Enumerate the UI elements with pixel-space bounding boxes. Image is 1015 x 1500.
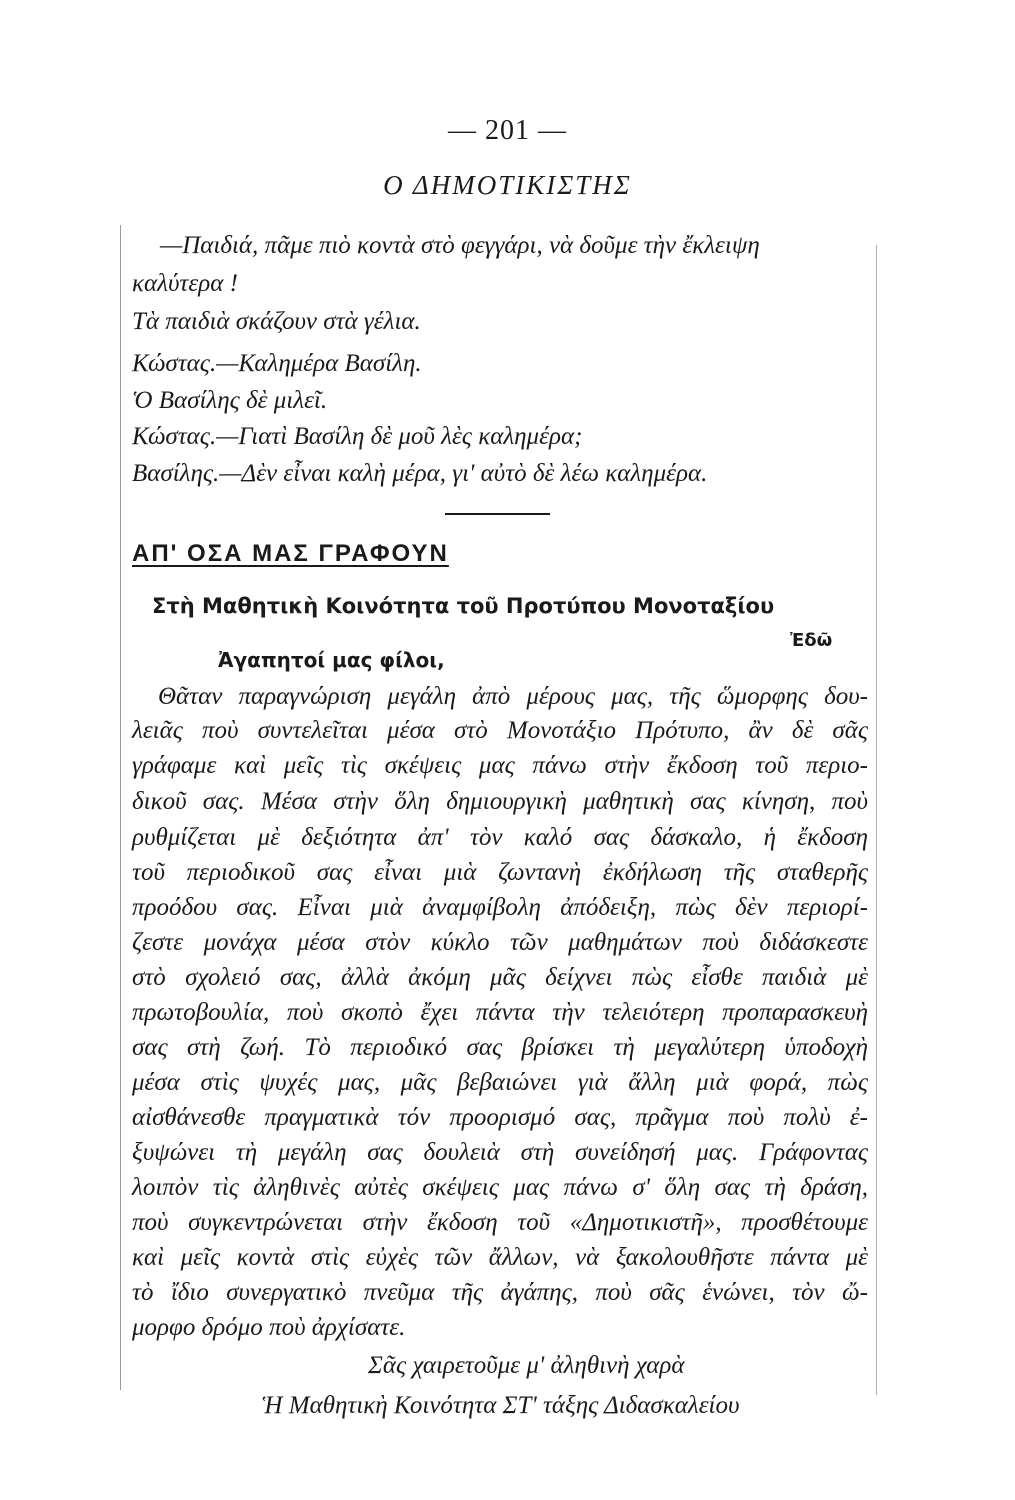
section-divider bbox=[445, 513, 550, 515]
letter-line: μορφο δρόμο ποὺ ἀρχίσατε. bbox=[132, 1314, 406, 1341]
letter-line: τὸ ἴδιο συνεργατικὸ πνεῦμα τῆς ἀγάπης, ποὺ σᾶς ἑνώνει, τὸν ὤ- bbox=[132, 1279, 868, 1306]
letter-place: Ἐδῶ bbox=[790, 630, 833, 651]
letter-line: ρυθμίζεται μὲ δεξιότητα ἀπ' τὸν καλό σας δάσκαλο, ἡ ἔκδοση bbox=[132, 824, 868, 851]
letter-signature: Ἡ Μαθητικὴ Κοινότητα ΣΤ' τάξης Διδασκαλείου bbox=[262, 1392, 740, 1419]
dialogue-line: —Παιδιά, πᾶμε πιὸ κοντὰ στὸ φεγγάρι, νὰ δοῦμε τὴν ἔκλειψη bbox=[160, 232, 760, 259]
dialogue-line: Βασίλης.—Δὲν εἶναι καλὴ μέρα, γι' αὐτὸ δὲ λέω καλημέρα. bbox=[132, 460, 708, 487]
dialogue-line: Κώστας.—Γιατὶ Βασίλη δὲ μοῦ λὲς καλημέρα; bbox=[132, 423, 583, 450]
letter-line: ζεστε μονάχα μέσα στὸν κύκλο τῶν μαθημάτων ποὺ διδάσκεστε bbox=[132, 929, 868, 956]
letter-greeting: Ἀγαπητοί μας φίλοι, bbox=[218, 648, 445, 672]
dialogue-line: Τὰ παιδιὰ σκάζουν στὰ γέλια. bbox=[132, 308, 421, 335]
page-number: — 201 — bbox=[448, 115, 567, 146]
left-margin-line bbox=[120, 225, 121, 1390]
letter-line: τοῦ περιοδικοῦ σας εἶναι μιὰ ζωντανὴ ἐκδήλωση τῆς σταθερῆς bbox=[132, 859, 868, 886]
right-margin-line bbox=[876, 245, 877, 1395]
letter-line: πρωτοβουλία, ποὺ σκοπὸ ἔχει πάντα τὴν τελειότερη προπαρασκευὴ bbox=[132, 999, 868, 1026]
letter-line: δικοῦ σας. Μέσα στὴν ὅλη δημιουργικὴ μαθητικὴ σας κίνηση, ποὺ bbox=[132, 788, 868, 815]
letter-line: Θᾶταν παραγνώριση μεγάλη ἀπὸ μέρους μας, τῆς ὥμορφης δου- bbox=[158, 683, 868, 710]
journal-title: Ο ΔΗΜΟΤΙΚΙΣΤΗΣ bbox=[383, 170, 632, 200]
letter-line: σας στὴ ζωή. Τὸ περιοδικό σας βρίσκει τὴ μεγαλύτερη ὑποδοχὴ bbox=[132, 1034, 868, 1061]
letter-line: ποὺ συγκεντρώνεται στὴν ἔκδοση τοῦ «Δημοτικιστῆ», προσθέτουμε bbox=[132, 1209, 868, 1236]
letter-line: προόδου σας. Εἶναι μιὰ ἀναμφίβολη ἀπόδειξη, πὼς δὲν περιορί- bbox=[132, 894, 868, 921]
dialogue-line: Ὁ Βασίλης δὲ μιλεῖ. bbox=[132, 387, 328, 414]
letter-line: καὶ μεῖς κοντὰ στὶς εὐχὲς τῶν ἄλλων, νὰ ξακολουθῆστε πάντα μὲ bbox=[132, 1244, 868, 1271]
letter-line: μέσα στὶς ψυχές μας, μᾶς βεβαιώνει γιὰ ἄλλη μιὰ φορά, πὼς bbox=[132, 1069, 868, 1096]
letter-subheading: Στὴ Μαθητικὴ Κοινότητα τοῦ Προτύπου Μονοταξίου bbox=[152, 594, 775, 618]
dialogue-line: Κώστας.—Καλημέρα Βασίλη. bbox=[132, 350, 422, 377]
letter-line: γράφαμε καὶ μεῖς τὶς σκέψεις μας πάνω στὴν ἔκδοση τοῦ περιο- bbox=[132, 752, 868, 779]
letter-line: στὸ σχολειό σας, ἀλλὰ ἀκόμη μᾶς δείχνει πὼς εἶσθε παιδιὰ μὲ bbox=[132, 964, 868, 991]
letter-line: αἰσθάνεσθε πραγματικὰ τόν προορισμό σας, πρᾶγμα ποὺ πολὺ ἐ- bbox=[132, 1104, 868, 1131]
dialogue-line: καλύτερα ! bbox=[132, 270, 238, 297]
letter-line: λειᾶς ποὺ συντελεῖται μέσα στὸ Μονοτάξιο Πρότυπο, ἂν δὲ σᾶς bbox=[132, 717, 868, 744]
letter-line: ξυψώνει τὴ μεγάλη σας δουλειὰ στὴ συνείδησή μας. Γράφοντας bbox=[132, 1139, 868, 1166]
letter-closing: Σᾶς χαιρετοῦμε μ' ἀληθινὴ χαρὰ bbox=[368, 1352, 685, 1379]
letter-line: λοιπὸν τὶς ἀληθινὲς αὐτὲς σκέψεις μας πάνω σ' ὅλη σας τὴ δράση, bbox=[132, 1174, 868, 1201]
section-title: ΑΠ' ΟΣΑ ΜΑΣ ΓΡΑΦΟΥΝ bbox=[132, 540, 449, 567]
